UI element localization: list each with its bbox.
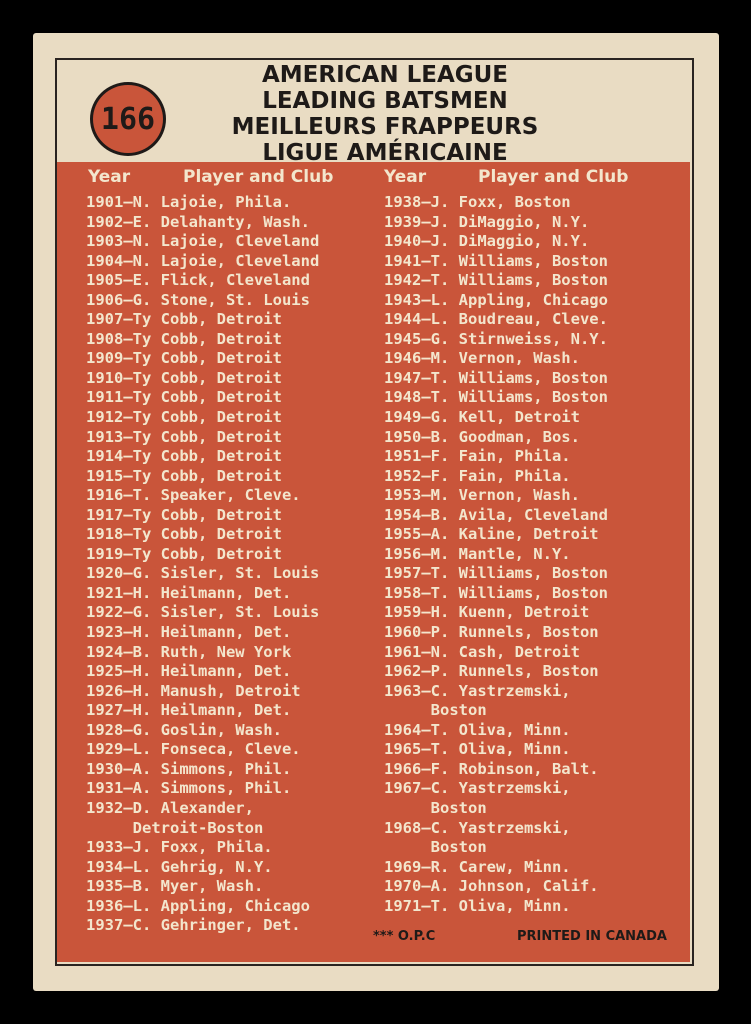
stat-row: 1950—B. Goodman, Bos. [384,427,580,446]
stat-row: 1964—T. Oliva, Minn. [384,720,571,739]
stat-row: 1925—H. Heilmann, Det. [86,662,292,681]
printed-in-canada: PRINTED IN CANADA [517,929,667,944]
stat-row: 1956—M. Mantle, N.Y. [384,544,571,563]
opc-mark: *** O.P.C [373,929,436,944]
stat-row: 1910—Ty Cobb, Detroit [86,368,282,387]
left-column [86,193,319,936]
stat-row: 1948—T. Williams, Boston [384,388,608,407]
stat-row: 1912—Ty Cobb, Detroit [86,408,282,427]
stat-row: 1911—Ty Cobb, Detroit [86,388,282,407]
right-column [384,193,608,916]
stat-row: Boston [384,798,487,817]
stat-row: 1961—N. Cash, Detroit [384,642,580,661]
stat-row: 1923—H. Heilmann, Det. [86,623,292,642]
stat-row: 1951—F. Fain, Phila. [384,447,571,466]
stat-row: 1922—G. Sisler, St. Louis [86,603,320,622]
stat-row: 1914—Ty Cobb, Detroit [86,447,282,466]
stat-row: 1968—C. Yastrzemski, [384,818,571,837]
stat-row: 1903—N. Lajoie, Cleveland [86,232,320,251]
stat-row: 1916—T. Speaker, Cleve. [86,486,301,505]
stat-row: Detroit-Boston [86,818,264,837]
stat-row: 1944—L. Boudreau, Cleve. [384,310,608,329]
stat-row: 1935—B. Myer, Wash. [86,877,264,896]
stat-row: 1917—Ty Cobb, Detroit [86,505,282,524]
stat-row: 1931—A. Simmons, Phil. [86,779,292,798]
header-player-left: Player and Club [183,167,334,187]
stat-row: 1963—C. Yastrzemski, [384,681,571,700]
stat-row: 1920—G. Sisler, St. Louis [86,564,320,583]
stat-row: 1943—L. Appling, Chicago [384,290,608,309]
stat-row: 1967—C. Yastrzemski, [384,779,571,798]
stat-row: 1946—M. Vernon, Wash. [384,349,580,368]
stat-row: 1902—E. Delahanty, Wash. [86,212,310,231]
stat-row: 1971—T. Oliva, Minn. [384,896,571,915]
stat-row: 1932—D. Alexander, [86,798,254,817]
stat-row: 1929—L. Fonseca, Cleve. [86,740,301,759]
title-line-1: AMERICAN LEAGUE [261,62,509,88]
stat-row: 1959—H. Kuenn, Detroit [384,603,590,622]
stat-row: 1945—G. Stirnweiss, N.Y. [384,329,608,348]
header-year-right: Year [384,167,427,187]
title-line-3: MEILLEURS FRAPPEURS [231,114,539,140]
stat-row: 1930—A. Simmons, Phil. [86,759,292,778]
stat-row: 1927—H. Heilmann, Det. [86,701,292,720]
card-number-badge: 166 [90,82,166,156]
stat-row: 1937—C. Gehringer, Det. [86,916,301,935]
stat-row: 1952—F. Fain, Phila. [384,466,571,485]
stat-row: 1915—Ty Cobb, Detroit [86,466,282,485]
stat-row: 1966—F. Robinson, Balt. [384,759,599,778]
stat-row: 1960—P. Runnels, Boston [384,623,599,642]
stat-row: 1970—A. Johnson, Calif. [384,877,599,896]
stat-row: 1939—J. DiMaggio, N.Y. [384,212,590,231]
stat-row: 1962—P. Runnels, Boston [384,662,599,681]
stat-row: 1933—J. Foxx, Phila. [86,838,273,857]
stat-row: Boston [384,701,487,720]
stat-row: 1969—R. Carew, Minn. [384,857,571,876]
stat-row: 1958—T. Williams, Boston [384,583,608,602]
stat-row: 1954—B. Avila, Cleveland [384,505,608,524]
stat-row: 1957—T. Williams, Boston [384,564,608,583]
stat-row: 1953—M. Vernon, Wash. [384,486,580,505]
stat-row: 1924—B. Ruth, New York [86,642,292,661]
stat-row: 1905—E. Flick, Cleveland [86,271,310,290]
stat-row: 1907—Ty Cobb, Detroit [86,310,282,329]
stat-row: 1913—Ty Cobb, Detroit [86,427,282,446]
stat-row: 1926—H. Manush, Detroit [86,681,301,700]
stat-row: 1906—G. Stone, St. Louis [86,290,310,309]
stat-row: 1955—A. Kaline, Detroit [384,525,599,544]
stat-row: 1934—L. Gehrig, N.Y. [86,857,273,876]
title-line-2: LEADING BATSMEN [262,88,508,114]
stat-row: 1918—Ty Cobb, Detroit [86,525,282,544]
stat-row: 1904—N. Lajoie, Cleveland [86,251,320,270]
stat-row: 1936—L. Appling, Chicago [86,896,310,915]
stat-row: 1947—T. Williams, Boston [384,368,608,387]
stat-row: 1940—J. DiMaggio, N.Y. [384,232,590,251]
header-year-left: Year [88,167,131,187]
stat-row: 1921—H. Heilmann, Det. [86,583,292,602]
stat-row: 1919—Ty Cobb, Detroit [86,544,282,563]
stat-row: 1909—Ty Cobb, Detroit [86,349,282,368]
stat-row: 1938—J. Foxx, Boston [384,193,571,211]
stat-row: 1942—T. Williams, Boston [384,271,608,290]
stat-row: 1908—Ty Cobb, Detroit [86,329,282,348]
stat-row: 1928—G. Goslin, Wash. [86,720,282,739]
stat-row: Boston [384,838,487,857]
stat-row: 1941—T. Williams, Boston [384,251,608,270]
stat-row: 1949—G. Kell, Detroit [384,408,580,427]
header-player-right: Player and Club [478,167,629,187]
stat-row: 1901—N. Lajoie, Phila. [86,193,292,211]
stat-row: 1965—T. Oliva, Minn. [384,740,571,759]
title-line-4: LIGUE AMÉRICAINE [262,140,508,166]
